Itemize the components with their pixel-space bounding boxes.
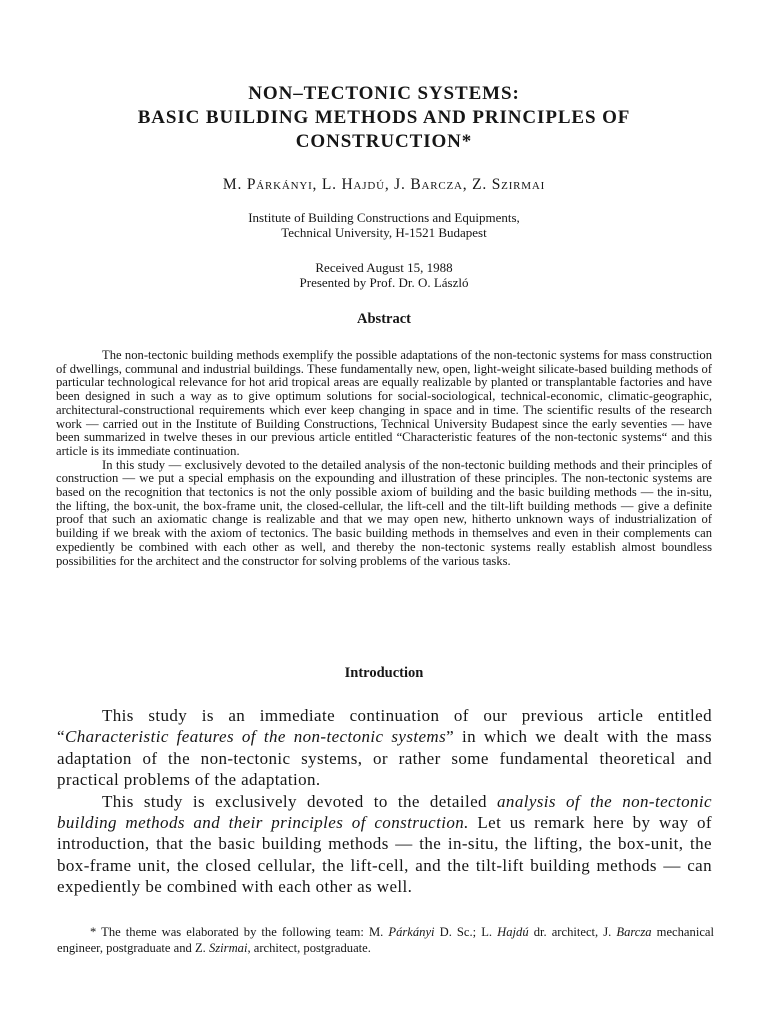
- abstract-paragraph: In this study — exclusively devoted to the detailed analysis of the non-tectonic building methods and their principles of construction — we put a special emphasis on the expounding and illustration of these principles. The non-tectonic systems are based on the recognition that tectonics is not the only possible axiom of building and the basic building methods — the in-situ, the lifting, the box-unit, the box-frame unit, the closed-cellular, the lift-cell and the tilt-lift building methods — give a definite proof that such an axiomatic change is realizable and that we may open new, hitherto unknown ways of industrialization of building if we break with the axiom of tectonics. The basic building methods in themselves and even in their complements can expediently be combined with each other as well, and thereby the non-tectonic systems really establish almost boundless possibilities for the architect and the constructor for solving problems of the various tasks.: [56, 457, 712, 568]
- presented-by: Presented by Prof. Dr. O. László: [299, 275, 469, 290]
- abstract-heading: Abstract: [357, 311, 411, 327]
- received-info: [60, 260, 708, 290]
- footnote-name: Szirmai: [208, 941, 248, 955]
- introduction-heading: Introduction: [344, 665, 424, 681]
- introduction-body: [57, 705, 712, 898]
- footnote-name: Párkányi: [388, 925, 435, 939]
- footnote-name: Barcza: [616, 925, 652, 939]
- footnote-name: Hajdú: [497, 925, 529, 939]
- paper-title: [60, 82, 708, 154]
- affiliation: [60, 210, 708, 240]
- intro-text: This study is exclusively devoted to the detailed: [102, 791, 498, 811]
- footnote-part: * The theme was elaborated by the following team: M.: [90, 925, 389, 939]
- footnote-part: , architect, postgraduate.: [247, 941, 371, 955]
- footnote: [57, 924, 714, 956]
- footnote-part: dr. architect, J.: [528, 925, 617, 939]
- title-line-2: BASIC BUILDING METHODS AND PRINCIPLES OF: [137, 107, 631, 128]
- title-line-3: CONSTRUCTION*: [295, 131, 473, 152]
- abstract-paragraph: The non-tectonic building methods exemplify the possible adaptations of the non-tectonic systems for mass construction of dwellings, communal and industrial buildings. These fundamentally new, open, light-weight silicate-based building methods of particular technological relevance for hot arid tropical areas are equally realizable by planted or transplantable factories and have been designed in such a way as to give optimum solutions for social-sociological, technical-economic, climatic-geographic, architectural-constructional requirements which ever keep changing in space and in time. The scientific results of the research work — carried out in the Institute of Building Constructions, Technical University Budapest since the early seventies — have been summarized in twelve theses in our previous article entitled “Characteristic features of the non-tectonic systems“ and this article is its immediate continuation.: [56, 348, 712, 458]
- title-line-1: NON–TECTONIC SYSTEMS:: [248, 83, 520, 104]
- abstract-body: [56, 349, 712, 568]
- footnote-text: [57, 924, 714, 956]
- intro-emphasis: Characteristic features of the non-tectonic systems: [64, 727, 447, 747]
- affiliation-line-1: Institute of Building Constructions and Equipments,: [248, 210, 520, 225]
- intro-text: ” in which we dealt with the mass adaptation of the non-tectonic systems, or rather some fundamental theoretical and practical problems of the adaptation.: [57, 727, 712, 790]
- received-date: Received August 15, 1988: [315, 260, 453, 275]
- footnote-part: D. Sc.; L.: [434, 925, 498, 939]
- footnote-part: mechanical engineer, postgraduate and Z.: [57, 925, 714, 955]
- intro-text: This study is an immediate continuation of our previous article entitled “: [57, 706, 712, 747]
- intro-emphasis: analysis of the non-tectonic building methods and their principles of construction.: [57, 791, 712, 833]
- author-list: M. Párkányi, L. Hajdú, J. Barcza, Z. Szirmai: [222, 176, 546, 193]
- affiliation-line-2: Technical University, H-1521 Budapest: [281, 225, 487, 240]
- intro-paragraph: [57, 791, 712, 898]
- intro-text: Let us remark here by way of introduction, that the basic building methods — the in-situ, the lifting, the box-unit, the box-frame unit, the closed cellular, the lift-cell, and the tilt-lift building methods — can expediently be combined with each other as well.: [57, 813, 712, 897]
- intro-paragraph: [57, 705, 712, 791]
